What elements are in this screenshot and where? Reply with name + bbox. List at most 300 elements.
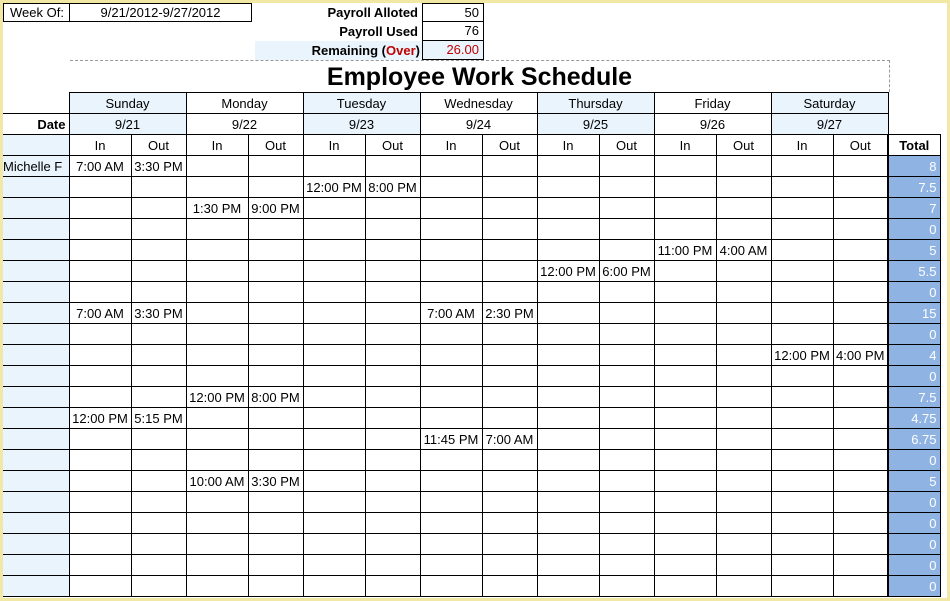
- time-in-cell[interactable]: [186, 240, 248, 261]
- time-out-cell[interactable]: [599, 303, 654, 324]
- time-out-cell[interactable]: [365, 366, 420, 387]
- employee-name-cell[interactable]: [3, 177, 69, 198]
- time-in-cell[interactable]: [186, 555, 248, 576]
- time-in-cell[interactable]: [420, 471, 482, 492]
- time-out-cell[interactable]: [248, 156, 303, 177]
- time-in-cell[interactable]: [537, 492, 599, 513]
- time-out-cell[interactable]: [833, 366, 888, 387]
- time-out-cell[interactable]: [248, 555, 303, 576]
- time-in-cell[interactable]: [186, 429, 248, 450]
- time-in-cell[interactable]: [654, 429, 716, 450]
- time-out-cell[interactable]: [131, 324, 186, 345]
- time-out-cell[interactable]: [599, 492, 654, 513]
- time-in-cell[interactable]: [420, 345, 482, 366]
- time-in-cell[interactable]: [771, 324, 833, 345]
- time-in-cell[interactable]: [69, 219, 131, 240]
- time-in-cell[interactable]: [537, 345, 599, 366]
- time-in-cell[interactable]: [420, 387, 482, 408]
- time-in-cell[interactable]: [420, 450, 482, 471]
- time-out-cell[interactable]: [482, 177, 537, 198]
- time-in-cell[interactable]: [69, 471, 131, 492]
- time-out-cell[interactable]: [482, 450, 537, 471]
- time-in-cell[interactable]: [69, 576, 131, 597]
- time-out-cell[interactable]: [833, 450, 888, 471]
- time-out-cell[interactable]: [599, 240, 654, 261]
- time-out-cell[interactable]: [131, 492, 186, 513]
- time-out-cell[interactable]: [833, 471, 888, 492]
- time-out-cell[interactable]: [482, 261, 537, 282]
- time-out-cell[interactable]: [248, 576, 303, 597]
- time-in-cell[interactable]: [303, 156, 365, 177]
- time-in-cell[interactable]: [654, 282, 716, 303]
- time-out-cell[interactable]: [599, 534, 654, 555]
- time-out-cell[interactable]: [599, 471, 654, 492]
- time-in-cell[interactable]: [771, 303, 833, 324]
- time-out-cell[interactable]: [716, 261, 771, 282]
- time-in-cell[interactable]: [303, 450, 365, 471]
- time-out-cell[interactable]: [482, 240, 537, 261]
- time-out-cell[interactable]: [131, 345, 186, 366]
- time-in-cell[interactable]: [420, 219, 482, 240]
- time-out-cell[interactable]: [131, 240, 186, 261]
- time-in-cell[interactable]: [654, 471, 716, 492]
- time-in-cell[interactable]: [654, 345, 716, 366]
- time-out-cell[interactable]: [833, 429, 888, 450]
- time-out-cell[interactable]: [833, 261, 888, 282]
- time-in-cell[interactable]: [654, 534, 716, 555]
- time-out-cell[interactable]: [833, 576, 888, 597]
- time-out-cell[interactable]: [482, 513, 537, 534]
- time-out-cell[interactable]: [248, 345, 303, 366]
- time-out-cell[interactable]: [365, 282, 420, 303]
- time-in-cell[interactable]: 12:00 PM: [537, 261, 599, 282]
- time-in-cell[interactable]: [69, 513, 131, 534]
- time-out-cell[interactable]: [833, 408, 888, 429]
- time-out-cell[interactable]: [482, 387, 537, 408]
- time-out-cell[interactable]: 7:00 AM: [482, 429, 537, 450]
- time-out-cell[interactable]: [482, 345, 537, 366]
- time-in-cell[interactable]: [771, 282, 833, 303]
- time-out-cell[interactable]: [716, 303, 771, 324]
- time-out-cell[interactable]: [365, 261, 420, 282]
- time-out-cell[interactable]: [482, 555, 537, 576]
- time-out-cell[interactable]: [716, 282, 771, 303]
- time-in-cell[interactable]: [537, 429, 599, 450]
- time-out-cell[interactable]: [482, 219, 537, 240]
- time-in-cell[interactable]: [654, 198, 716, 219]
- time-out-cell[interactable]: [248, 450, 303, 471]
- time-out-cell[interactable]: [365, 429, 420, 450]
- time-out-cell[interactable]: [248, 429, 303, 450]
- time-out-cell[interactable]: [131, 555, 186, 576]
- time-in-cell[interactable]: [537, 240, 599, 261]
- time-in-cell[interactable]: [186, 156, 248, 177]
- time-out-cell[interactable]: [248, 240, 303, 261]
- employee-name-cell[interactable]: [3, 219, 69, 240]
- time-out-cell[interactable]: [131, 219, 186, 240]
- employee-name-cell[interactable]: [3, 429, 69, 450]
- time-in-cell[interactable]: [420, 492, 482, 513]
- time-in-cell[interactable]: [537, 219, 599, 240]
- time-out-cell[interactable]: [599, 177, 654, 198]
- time-in-cell[interactable]: [654, 513, 716, 534]
- time-out-cell[interactable]: [248, 408, 303, 429]
- time-in-cell[interactable]: [303, 429, 365, 450]
- time-out-cell[interactable]: [248, 534, 303, 555]
- time-out-cell[interactable]: [716, 387, 771, 408]
- time-out-cell[interactable]: [833, 282, 888, 303]
- time-in-cell[interactable]: [69, 450, 131, 471]
- time-out-cell[interactable]: 8:00 PM: [248, 387, 303, 408]
- time-in-cell[interactable]: [420, 240, 482, 261]
- time-out-cell[interactable]: [248, 513, 303, 534]
- time-in-cell[interactable]: [537, 576, 599, 597]
- time-in-cell[interactable]: [69, 282, 131, 303]
- time-in-cell[interactable]: [771, 177, 833, 198]
- employee-name-cell[interactable]: [3, 261, 69, 282]
- time-in-cell[interactable]: [537, 282, 599, 303]
- time-in-cell[interactable]: [186, 408, 248, 429]
- employee-name-cell[interactable]: [3, 240, 69, 261]
- time-out-cell[interactable]: [365, 198, 420, 219]
- time-out-cell[interactable]: [482, 156, 537, 177]
- time-in-cell[interactable]: [303, 282, 365, 303]
- time-in-cell[interactable]: [537, 555, 599, 576]
- time-in-cell[interactable]: [303, 240, 365, 261]
- time-out-cell[interactable]: [248, 177, 303, 198]
- time-in-cell[interactable]: [420, 198, 482, 219]
- time-in-cell[interactable]: [537, 156, 599, 177]
- time-in-cell[interactable]: [420, 513, 482, 534]
- time-in-cell[interactable]: 11:45 PM: [420, 429, 482, 450]
- time-in-cell[interactable]: [186, 513, 248, 534]
- time-in-cell[interactable]: [420, 177, 482, 198]
- time-in-cell[interactable]: [654, 177, 716, 198]
- employee-name-cell[interactable]: [3, 513, 69, 534]
- time-in-cell[interactable]: [771, 492, 833, 513]
- time-out-cell[interactable]: [833, 555, 888, 576]
- time-out-cell[interactable]: [131, 198, 186, 219]
- time-out-cell[interactable]: [833, 513, 888, 534]
- time-in-cell[interactable]: 7:00 AM: [69, 303, 131, 324]
- time-out-cell[interactable]: [131, 282, 186, 303]
- time-out-cell[interactable]: [131, 534, 186, 555]
- time-in-cell[interactable]: 10:00 AM: [186, 471, 248, 492]
- time-out-cell[interactable]: [131, 261, 186, 282]
- time-out-cell[interactable]: [365, 513, 420, 534]
- time-out-cell[interactable]: [599, 450, 654, 471]
- time-out-cell[interactable]: [365, 156, 420, 177]
- time-in-cell[interactable]: [654, 576, 716, 597]
- time-out-cell[interactable]: [365, 240, 420, 261]
- time-out-cell[interactable]: [365, 303, 420, 324]
- time-out-cell[interactable]: 4:00 AM: [716, 240, 771, 261]
- time-in-cell[interactable]: [537, 177, 599, 198]
- employee-name-cell[interactable]: Michelle F: [3, 156, 69, 177]
- time-out-cell[interactable]: [599, 219, 654, 240]
- employee-name-cell[interactable]: [3, 408, 69, 429]
- time-out-cell[interactable]: [131, 429, 186, 450]
- time-in-cell[interactable]: [303, 513, 365, 534]
- time-out-cell[interactable]: 9:00 PM: [248, 198, 303, 219]
- time-out-cell[interactable]: [248, 219, 303, 240]
- time-out-cell[interactable]: [716, 555, 771, 576]
- time-in-cell[interactable]: [420, 282, 482, 303]
- time-out-cell[interactable]: [833, 303, 888, 324]
- time-in-cell[interactable]: [537, 450, 599, 471]
- time-in-cell[interactable]: [537, 303, 599, 324]
- time-in-cell[interactable]: [537, 387, 599, 408]
- time-out-cell[interactable]: [365, 408, 420, 429]
- time-out-cell[interactable]: [365, 387, 420, 408]
- time-in-cell[interactable]: [303, 492, 365, 513]
- time-in-cell[interactable]: [69, 345, 131, 366]
- time-in-cell[interactable]: [420, 408, 482, 429]
- time-out-cell[interactable]: [716, 366, 771, 387]
- time-in-cell[interactable]: [771, 450, 833, 471]
- time-out-cell[interactable]: [365, 324, 420, 345]
- time-in-cell[interactable]: 7:00 AM: [420, 303, 482, 324]
- time-in-cell[interactable]: [771, 576, 833, 597]
- time-in-cell[interactable]: [69, 177, 131, 198]
- time-out-cell[interactable]: [716, 324, 771, 345]
- time-in-cell[interactable]: [69, 324, 131, 345]
- time-in-cell[interactable]: [303, 261, 365, 282]
- time-out-cell[interactable]: 3:30 PM: [131, 156, 186, 177]
- time-in-cell[interactable]: [303, 471, 365, 492]
- time-in-cell[interactable]: [537, 324, 599, 345]
- time-out-cell[interactable]: [599, 576, 654, 597]
- time-in-cell[interactable]: [303, 366, 365, 387]
- time-in-cell[interactable]: [69, 534, 131, 555]
- time-in-cell[interactable]: [420, 576, 482, 597]
- time-out-cell[interactable]: [833, 177, 888, 198]
- time-in-cell[interactable]: 11:00 PM: [654, 240, 716, 261]
- employee-name-cell[interactable]: [3, 576, 69, 597]
- time-in-cell[interactable]: [420, 366, 482, 387]
- time-in-cell[interactable]: [771, 240, 833, 261]
- time-out-cell[interactable]: [248, 366, 303, 387]
- time-out-cell[interactable]: [482, 198, 537, 219]
- time-out-cell[interactable]: [833, 198, 888, 219]
- employee-name-cell[interactable]: [3, 492, 69, 513]
- time-out-cell[interactable]: [482, 471, 537, 492]
- time-out-cell[interactable]: [716, 471, 771, 492]
- time-out-cell[interactable]: [599, 282, 654, 303]
- time-in-cell[interactable]: [420, 261, 482, 282]
- time-in-cell[interactable]: [303, 408, 365, 429]
- time-in-cell[interactable]: [303, 345, 365, 366]
- time-out-cell[interactable]: [365, 450, 420, 471]
- time-in-cell[interactable]: [537, 366, 599, 387]
- time-in-cell[interactable]: [69, 198, 131, 219]
- time-in-cell[interactable]: [537, 198, 599, 219]
- time-in-cell[interactable]: [654, 408, 716, 429]
- time-in-cell[interactable]: 1:30 PM: [186, 198, 248, 219]
- time-out-cell[interactable]: 8:00 PM: [365, 177, 420, 198]
- time-out-cell[interactable]: [716, 576, 771, 597]
- time-in-cell[interactable]: [186, 492, 248, 513]
- time-out-cell[interactable]: [248, 324, 303, 345]
- time-out-cell[interactable]: 2:30 PM: [482, 303, 537, 324]
- time-in-cell[interactable]: [303, 534, 365, 555]
- time-out-cell[interactable]: [716, 429, 771, 450]
- time-in-cell[interactable]: [654, 555, 716, 576]
- time-in-cell[interactable]: [537, 534, 599, 555]
- time-out-cell[interactable]: 4:00 PM: [833, 345, 888, 366]
- time-out-cell[interactable]: [599, 408, 654, 429]
- time-in-cell[interactable]: [186, 534, 248, 555]
- time-out-cell[interactable]: [131, 177, 186, 198]
- time-in-cell[interactable]: [771, 219, 833, 240]
- time-in-cell[interactable]: [69, 387, 131, 408]
- time-out-cell[interactable]: [716, 345, 771, 366]
- time-in-cell[interactable]: [69, 240, 131, 261]
- time-in-cell[interactable]: [186, 324, 248, 345]
- time-out-cell[interactable]: [833, 156, 888, 177]
- time-in-cell[interactable]: [186, 177, 248, 198]
- time-in-cell[interactable]: [771, 429, 833, 450]
- time-out-cell[interactable]: [482, 324, 537, 345]
- time-in-cell[interactable]: [771, 387, 833, 408]
- time-out-cell[interactable]: [599, 198, 654, 219]
- time-in-cell[interactable]: [186, 345, 248, 366]
- time-in-cell[interactable]: [771, 156, 833, 177]
- employee-name-cell[interactable]: [3, 471, 69, 492]
- time-in-cell[interactable]: [69, 429, 131, 450]
- time-in-cell[interactable]: [303, 324, 365, 345]
- time-out-cell[interactable]: 3:30 PM: [248, 471, 303, 492]
- time-in-cell[interactable]: [537, 408, 599, 429]
- employee-name-cell[interactable]: [3, 366, 69, 387]
- time-out-cell[interactable]: [599, 156, 654, 177]
- time-out-cell[interactable]: [248, 492, 303, 513]
- time-out-cell[interactable]: [365, 471, 420, 492]
- time-out-cell[interactable]: [599, 387, 654, 408]
- time-out-cell[interactable]: [248, 261, 303, 282]
- week-of-value[interactable]: 9/21/2012-9/27/2012: [69, 3, 252, 22]
- time-out-cell[interactable]: [131, 576, 186, 597]
- time-out-cell[interactable]: [482, 282, 537, 303]
- time-out-cell[interactable]: [833, 219, 888, 240]
- time-in-cell[interactable]: [771, 555, 833, 576]
- time-out-cell[interactable]: [131, 471, 186, 492]
- time-in-cell[interactable]: [654, 387, 716, 408]
- time-in-cell[interactable]: [771, 513, 833, 534]
- time-in-cell[interactable]: [654, 156, 716, 177]
- time-out-cell[interactable]: [599, 366, 654, 387]
- time-in-cell[interactable]: 12:00 PM: [303, 177, 365, 198]
- time-out-cell[interactable]: [131, 450, 186, 471]
- employee-name-cell[interactable]: [3, 450, 69, 471]
- time-in-cell[interactable]: [654, 366, 716, 387]
- time-out-cell[interactable]: [833, 324, 888, 345]
- time-out-cell[interactable]: [482, 492, 537, 513]
- time-in-cell[interactable]: [654, 261, 716, 282]
- time-out-cell[interactable]: [833, 240, 888, 261]
- time-out-cell[interactable]: [716, 219, 771, 240]
- time-in-cell[interactable]: [303, 219, 365, 240]
- time-in-cell[interactable]: [186, 366, 248, 387]
- time-out-cell[interactable]: [716, 513, 771, 534]
- time-out-cell[interactable]: 3:30 PM: [131, 303, 186, 324]
- employee-name-cell[interactable]: [3, 534, 69, 555]
- time-out-cell[interactable]: [482, 534, 537, 555]
- time-in-cell[interactable]: [303, 555, 365, 576]
- employee-name-cell[interactable]: [3, 198, 69, 219]
- time-in-cell[interactable]: [303, 303, 365, 324]
- time-out-cell[interactable]: [716, 534, 771, 555]
- time-out-cell[interactable]: [716, 492, 771, 513]
- time-in-cell[interactable]: [420, 324, 482, 345]
- employee-name-cell[interactable]: [3, 303, 69, 324]
- time-in-cell[interactable]: [771, 366, 833, 387]
- time-in-cell[interactable]: [69, 555, 131, 576]
- time-out-cell[interactable]: [599, 513, 654, 534]
- time-in-cell[interactable]: 12:00 PM: [771, 345, 833, 366]
- time-out-cell[interactable]: [365, 555, 420, 576]
- time-in-cell[interactable]: [69, 366, 131, 387]
- time-out-cell[interactable]: [248, 303, 303, 324]
- time-in-cell[interactable]: [771, 408, 833, 429]
- time-in-cell[interactable]: [420, 156, 482, 177]
- time-in-cell[interactable]: [771, 198, 833, 219]
- time-in-cell[interactable]: [186, 282, 248, 303]
- time-in-cell[interactable]: [654, 450, 716, 471]
- time-out-cell[interactable]: [716, 450, 771, 471]
- time-in-cell[interactable]: [537, 471, 599, 492]
- time-out-cell[interactable]: [599, 324, 654, 345]
- time-in-cell[interactable]: [186, 303, 248, 324]
- time-out-cell[interactable]: 6:00 PM: [599, 261, 654, 282]
- time-in-cell[interactable]: [654, 303, 716, 324]
- time-in-cell[interactable]: [303, 576, 365, 597]
- time-in-cell[interactable]: [654, 324, 716, 345]
- employee-name-cell[interactable]: [3, 345, 69, 366]
- time-in-cell[interactable]: 7:00 AM: [69, 156, 131, 177]
- time-in-cell[interactable]: [303, 387, 365, 408]
- time-out-cell[interactable]: [716, 156, 771, 177]
- time-in-cell[interactable]: 12:00 PM: [69, 408, 131, 429]
- time-in-cell[interactable]: [186, 219, 248, 240]
- time-out-cell[interactable]: [599, 345, 654, 366]
- time-out-cell[interactable]: [365, 576, 420, 597]
- employee-name-cell[interactable]: [3, 282, 69, 303]
- time-out-cell[interactable]: [131, 387, 186, 408]
- time-in-cell[interactable]: [420, 534, 482, 555]
- time-out-cell[interactable]: [833, 534, 888, 555]
- time-out-cell[interactable]: [482, 576, 537, 597]
- time-out-cell[interactable]: [599, 429, 654, 450]
- time-in-cell[interactable]: [303, 198, 365, 219]
- time-in-cell[interactable]: [420, 555, 482, 576]
- time-out-cell[interactable]: [716, 408, 771, 429]
- time-out-cell[interactable]: [131, 513, 186, 534]
- time-out-cell[interactable]: [248, 282, 303, 303]
- employee-name-cell[interactable]: [3, 555, 69, 576]
- time-in-cell[interactable]: [69, 261, 131, 282]
- employee-name-cell[interactable]: [3, 324, 69, 345]
- time-in-cell[interactable]: [186, 576, 248, 597]
- time-in-cell[interactable]: [771, 471, 833, 492]
- employee-name-cell[interactable]: [3, 387, 69, 408]
- time-out-cell[interactable]: [365, 219, 420, 240]
- time-out-cell[interactable]: [365, 345, 420, 366]
- time-out-cell[interactable]: [716, 177, 771, 198]
- time-in-cell[interactable]: 12:00 PM: [186, 387, 248, 408]
- time-out-cell[interactable]: [833, 387, 888, 408]
- payroll-alloted-value[interactable]: 50: [422, 3, 484, 22]
